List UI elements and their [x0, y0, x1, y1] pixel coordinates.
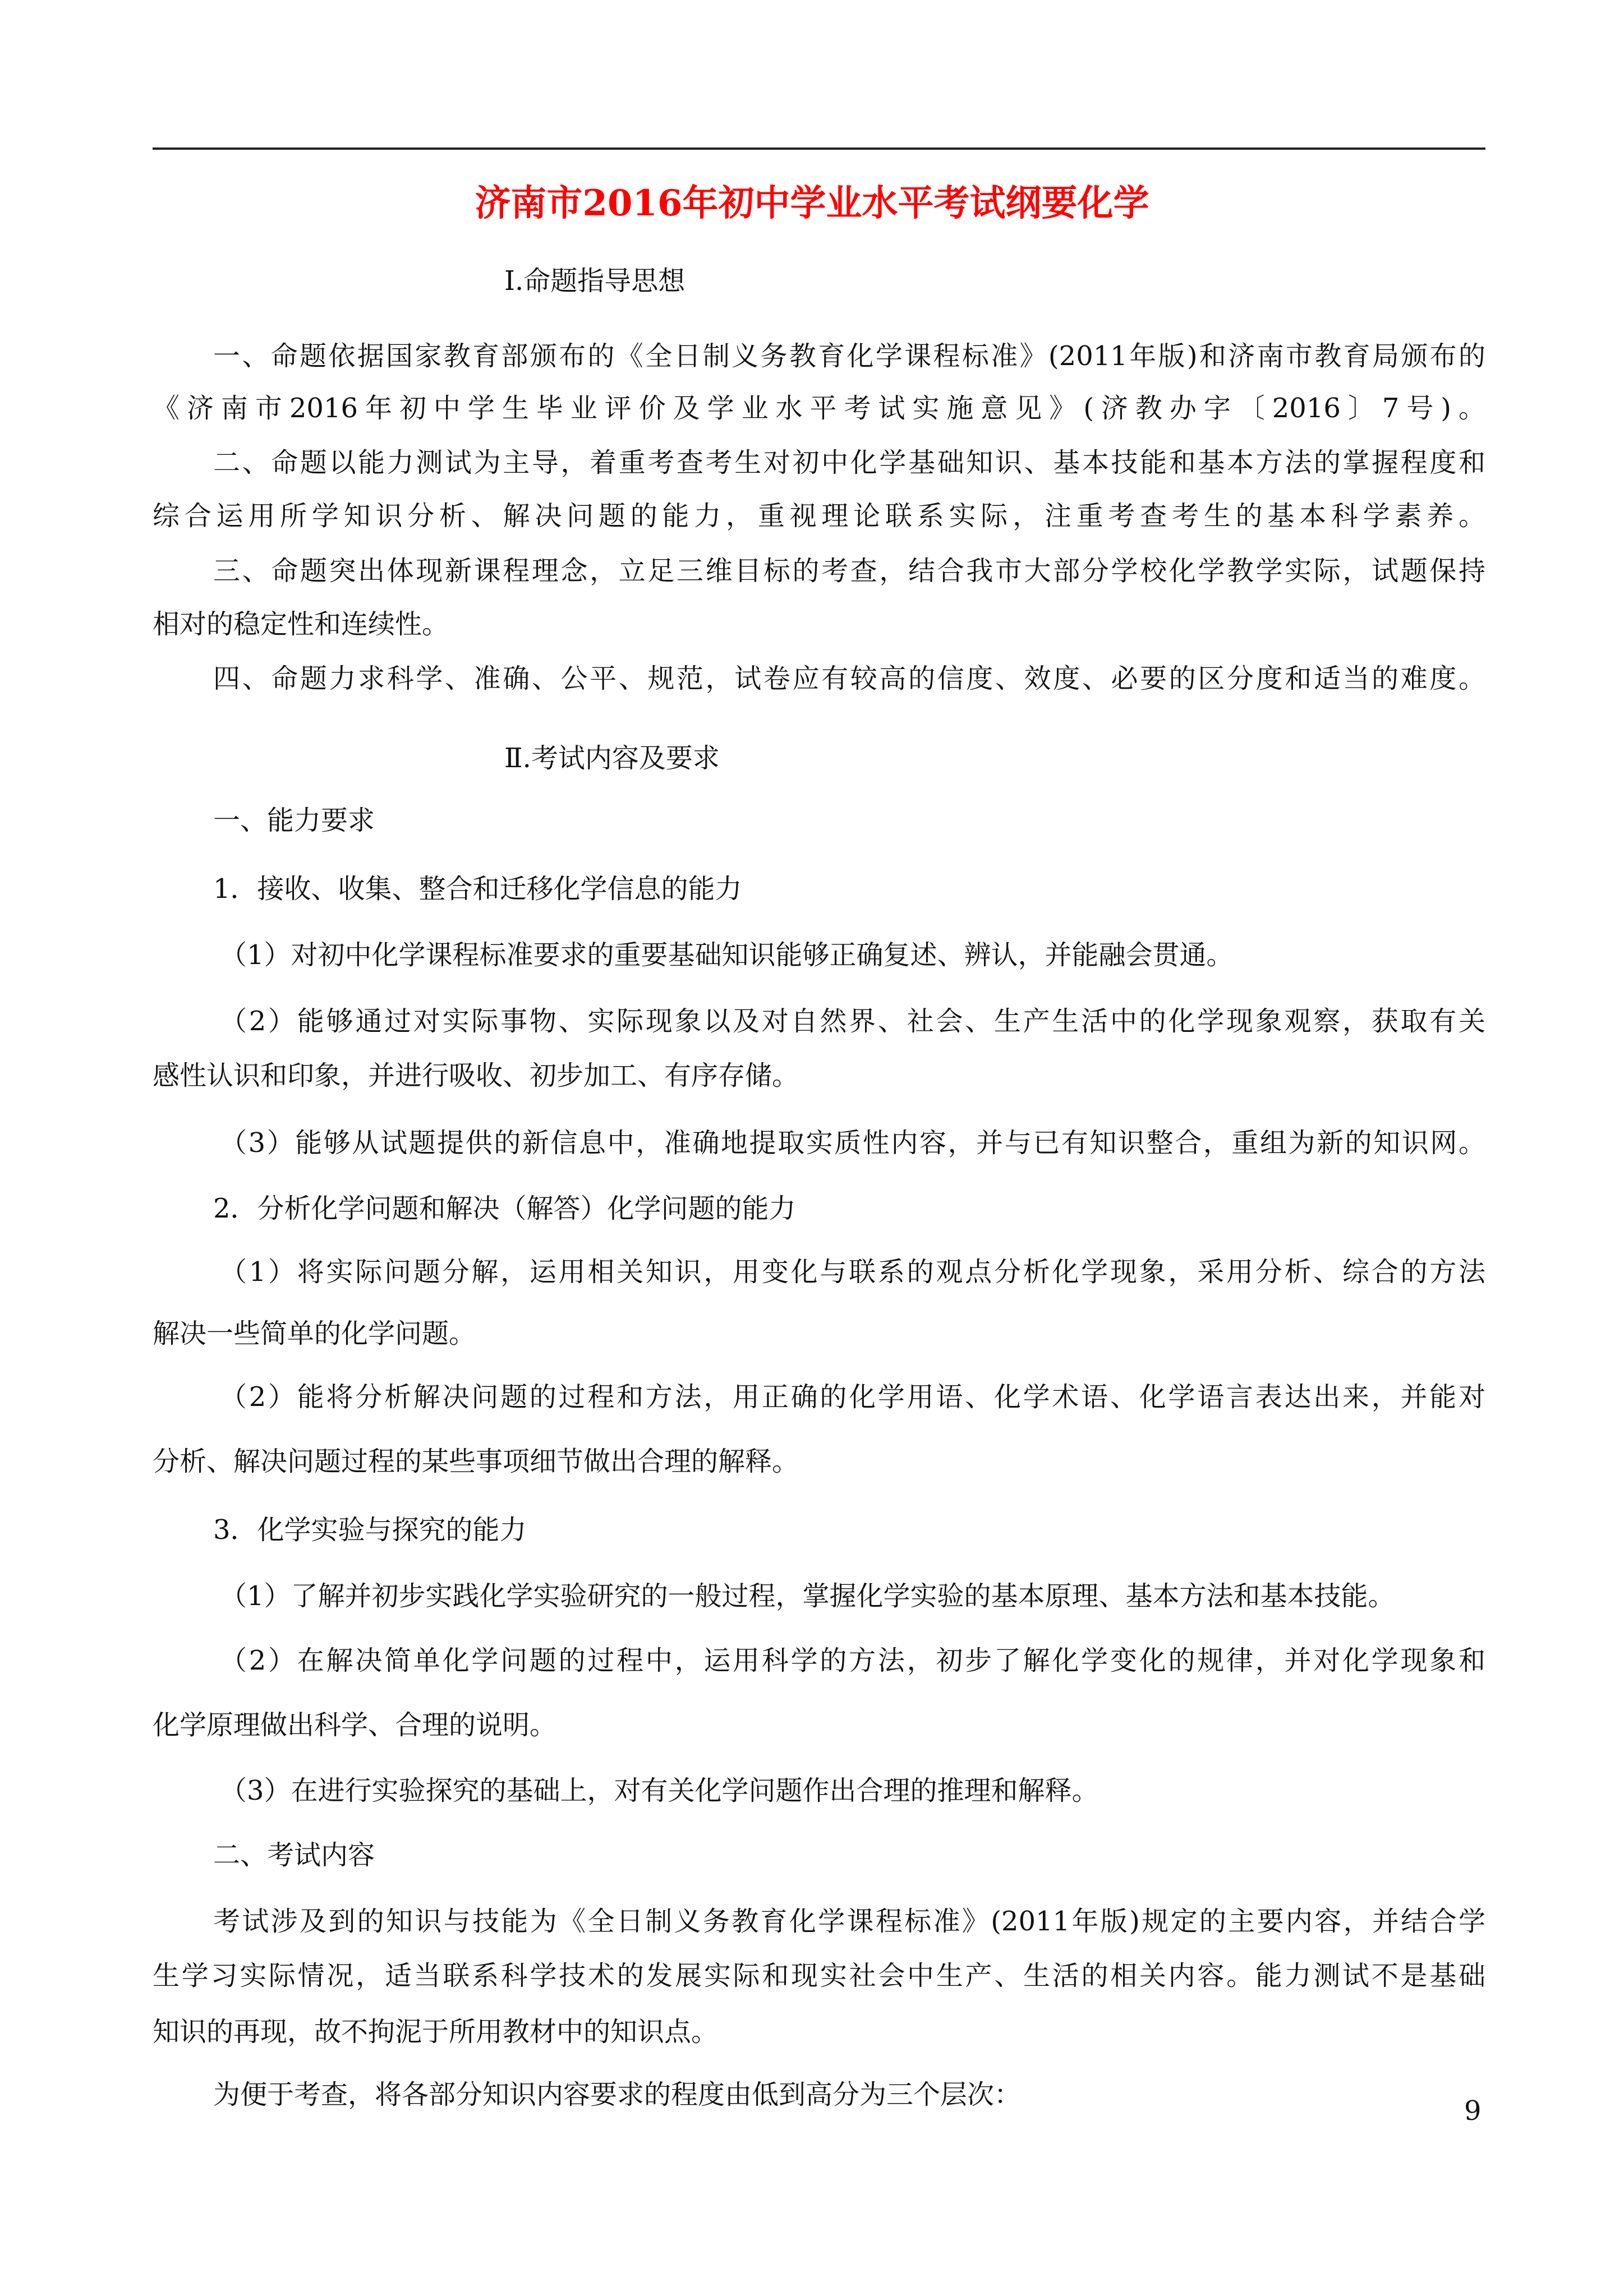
paragraph-line: 知识的再现，故不拘泥于所用教材中的知识点。 — [153, 2016, 719, 2048]
header-rule — [153, 147, 1485, 150]
subheading: 1．接收、收集、整合和迁移化学信息的能力 — [213, 873, 742, 905]
paragraph-line: （2）能够通过对实际事物、实际现象以及对自然界、社会、生产生活中的化学现象观察，获取有关 — [220, 1006, 1485, 1037]
section-heading-1: Ⅰ.命题指导思想 — [504, 265, 686, 297]
paragraph-line: （3）能够从试题提供的新信息中，准确地提取实质性内容，并与已有知识整合，重组为新的知识网。 — [220, 1127, 1485, 1159]
paragraph-line: 解决一些简单的化学问题。 — [153, 1318, 476, 1349]
subheading: 3．化学实验与探究的能力 — [213, 1514, 527, 1546]
paragraph-line: 一、命题依据国家教育部颁布的《全日制义务教育化学课程标准》(2011年版)和济南市教育局颁布的 — [213, 340, 1485, 372]
paragraph-line: 考试涉及到的知识与技能为《全日制义务教育化学课程标准》(2011年版)规定的主要内容，并结合学 — [213, 1906, 1485, 1937]
paragraph-line: （3）在进行实验探究的基础上，对有关化学问题作出合理的推理和解释。 — [220, 1775, 1099, 1806]
document-title: 济南市2016年初中学业水平考试纲要化学 — [475, 182, 1149, 224]
paragraph-line: （2）能将分析解决问题的过程和方法，用正确的化学用语、化学术语、化学语言表达出来，并能对 — [220, 1381, 1485, 1413]
paragraph-line: 相对的稳定性和连续性。 — [153, 608, 449, 640]
paragraph-line: 化学原理做出科学、合理的说明。 — [153, 1709, 557, 1741]
paragraph-line: （1）对初中化学课程标准要求的重要基础知识能够正确复述、辨认，并能融会贯通。 — [220, 939, 1234, 971]
paragraph-line: 四、命题力求科学、准确、公平、规范，试卷应有较高的信度、效度、必要的区分度和适当的难度。 — [213, 663, 1485, 694]
subheading: 二、考试内容 — [213, 1839, 375, 1871]
subheading: 一、能力要求 — [213, 805, 375, 836]
paragraph-line: 感性认识和印象，并进行吸收、初步加工、有序存储。 — [153, 1060, 799, 1091]
paragraph-line: 三、命题突出体现新课程理念，立足三维目标的考查，结合我市大部分学校化学教学实际，试题保持 — [213, 555, 1485, 587]
paragraph-line: 二、命题以能力测试为主导，着重考查考生对初中化学基础知识、基本技能和基本方法的掌握程度和 — [213, 447, 1485, 478]
paragraph-line: 《济南市2016年初中学生毕业评价及学业水平考试实施意见》(济教办字〔2016〕7号)。 — [153, 393, 1485, 424]
paragraph-line: （1）了解并初步实践化学实验研究的一般过程，掌握化学实验的基本原理、基本方法和基本技能。 — [220, 1580, 1395, 1612]
paragraph-line: 综合运用所学知识分析、解决问题的能力，重视理论联系实际，注重考查考生的基本科学素养。 — [153, 500, 1485, 532]
paragraph-line: （2）在解决简单化学问题的过程中，运用科学的方法，初步了解化学变化的规律，并对化学现象和 — [220, 1645, 1485, 1676]
paragraph-line: 分析、解决问题过程的某些事项细节做出合理的解释。 — [153, 1446, 799, 1477]
paragraph-line: 生学习实际情况，适当联系科学技术的发展实际和现实社会中生产、生活的相关内容。能力测试不是基础 — [153, 1960, 1485, 1991]
section-heading-2: Ⅱ.考试内容及要求 — [504, 743, 720, 774]
paragraph-line: （1）将实际问题分解，运用相关知识，用变化与联系的观点分析化学现象，采用分析、综合的方法 — [220, 1256, 1485, 1288]
page-number: 9 — [1464, 2095, 1482, 2127]
subheading: 2．分析化学问题和解决（解答）化学问题的能力 — [213, 1193, 796, 1224]
paragraph-line: 为便于考查，将各部分知识内容要求的程度由低到高分为三个层次： — [213, 2079, 1022, 2110]
